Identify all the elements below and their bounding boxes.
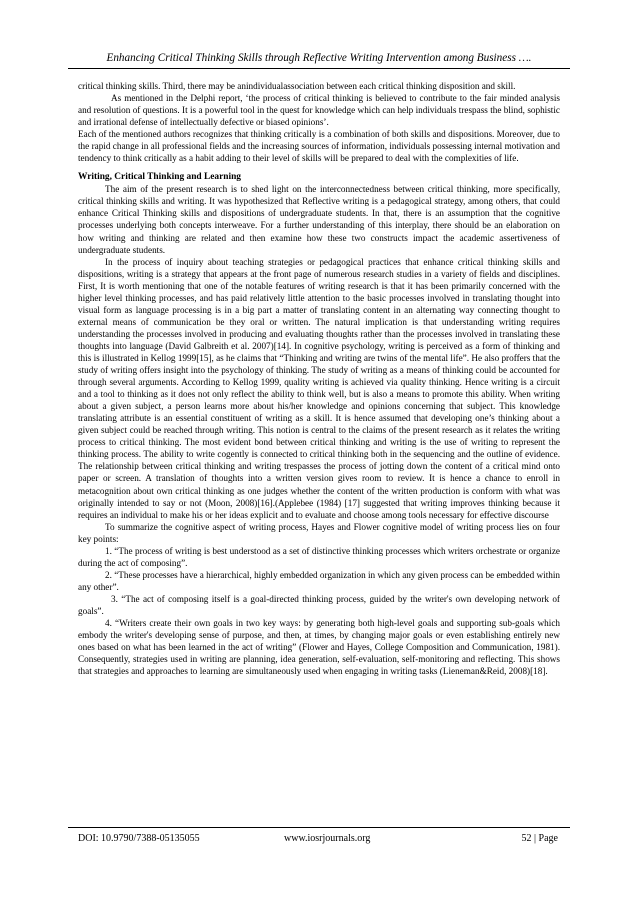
article-body (78, 80, 560, 677)
running-header: Enhancing Critical Thinking Skills through Reflective Writing Intervention among Business …. (106, 52, 532, 64)
footer-divider (68, 827, 570, 828)
paragraph: As mentioned in the Delphi report, ‘the process of critical thinking is believed to contribute to the fair minded analysis and resolution of questions. It is a powerful tool in the quest for knowledge which can help individuals trespass the blind, sophistic and irrational defense of intellectually defective or biased opinions’. (78, 93, 560, 128)
list-item: 1. “The process of writing is best understood as a set of distinctive thinking processes which writers orchestrate or organize during the act of composing”. (78, 545, 560, 568)
header-divider (68, 68, 570, 69)
list-item: 3. “The act of composing itself is a goal-directed thinking process, guided by the writer's own developing network of goals”. (78, 593, 560, 616)
list-item: 2. “These processes have a hierarchical, highly embedded organization in which any given process can be embedded within any other”. (78, 569, 560, 592)
doi-text: DOI: 10.9790/7388-05135055 (78, 833, 200, 844)
paragraph: Each of the mentioned authors recognizes that thinking critically is a combination of both skills and dispositions. Moreover, due to the rapid change in all professional fields and the increasing sources of information, individuals possessing internal motivation and tendency to think critically as a habit adding to their level of skills will be prepared to deal with the complexities of life. (78, 129, 560, 164)
paragraph: To summarize the cognitive aspect of writing process, Hayes and Flower cognitive model of writing process lies on four key points: (78, 521, 560, 544)
list-item: 4. “Writers create their own goals in two key ways: by generating both high-level goals and supporting sub-goals which embody the writer's developing sense of purpose, and then, at times, by changing major goals or even establishing entirely new ones based on what has been learned in the act of writing” (Flower and Hayes, College Composition and Communication, 1981). Consequently, strategies used in writing are planning, idea generation, self-evaluation, self-monitoring and reflecting. This shows that strategies and approaches to learning are simultaneously used when engaging in writing tasks (Lieneman&Reid, 2008)[18]. (78, 618, 560, 677)
paragraph: The aim of the present research is to shed light on the interconnectedness between critical thinking, more specifically, critical thinking skills and writing. It was hypothesized that Reflective writing is a pedagogical strategy, among others, that could enhance Critical Thinking skills and dispositions of undergraduate students. In that, there is an assumption that the cognitive processes underlying both concepts interweave. For a further understanding of this interplay, there should be an elaboration on how writing and thinking are related and then examine how these two constructs impact the academic assertiveness of undergraduate students. (78, 184, 560, 255)
paragraph: In the process of inquiry about teaching strategies or pedagogical practices that enhance critical thinking skills and dispositions, writing is a strategy that appears at the front page of numerous research studies in a variety of fields and disciplines. First, It is worth mentioning that one of the notable features of writing research is that it has been primarily concerned with the higher level thinking processes, and has paid relatively little attention to the basic processes involved in translating thought into visual form as language processing is in a big part a matter of translating content in an alternating way connecting thought to external means of communication be they oral or written. The natural implication is that understanding writing requires understanding the processes involved in producing and evaluating thoughts rather than the processes involved in translating these thoughts into language (David Galbreith et al. 2007)[14]. In cognitive psychology, writing is perceived as a form of thinking and this is illustrated in Kellog 1999[15], as he claims that “Thinking and writing are twins of the mental life”. He also proffers that the study of writing offers insight into the psychology of thinking. The study of writing as a means of thinking could be accounted for through several arguments. According to Kellog 1999, quality writing is achieved via quality thinking. Hence writing is a circuit and a tool to thinking as it does not only reflect the ability to think well, but is also a means to promote this ability. When writing about a given subject, a person learns more about his/her knowledge and opinions concerning that subject. This knowledge translating attribute is an essential constituent of writing as a skill. It is hence assumed that developing one’s thinking about a given subject could be reached through writing. This notion is central to the claims of the present research as it relates the writing process to critical thinking. The most evident bond between critical thinking and writing is the use of writing to represent the thinking process. The ability to write cogently is connected to critical thinking both in the sequencing and the outline of evidence. The relationship between critical thinking and writing trespasses the process of jotting down the content of a critical mind onto paper or screen. A translation of thoughts into a written version gives room to review. It is hence a chance to enroll in metacognition about own critical thinking as one judges whether the content of the written production is conform with what was originally intended to say or not (Moon, 2008)[16].(Applebee (1984) [17] suggested that writing improves thinking because it requires an individual to make his or her ideas explicit and to evaluate and choose among tools necessary for effective discourse (78, 256, 560, 520)
page-number: 52 | Page (521, 833, 558, 844)
section-heading: Writing, Critical Thinking and Learning (78, 172, 241, 183)
journal-site: www.iosrjournals.org (284, 833, 371, 844)
paragraph: critical thinking skills. Third, there may be anindividualassociation between each critical thinking disposition and skill. (78, 81, 516, 91)
